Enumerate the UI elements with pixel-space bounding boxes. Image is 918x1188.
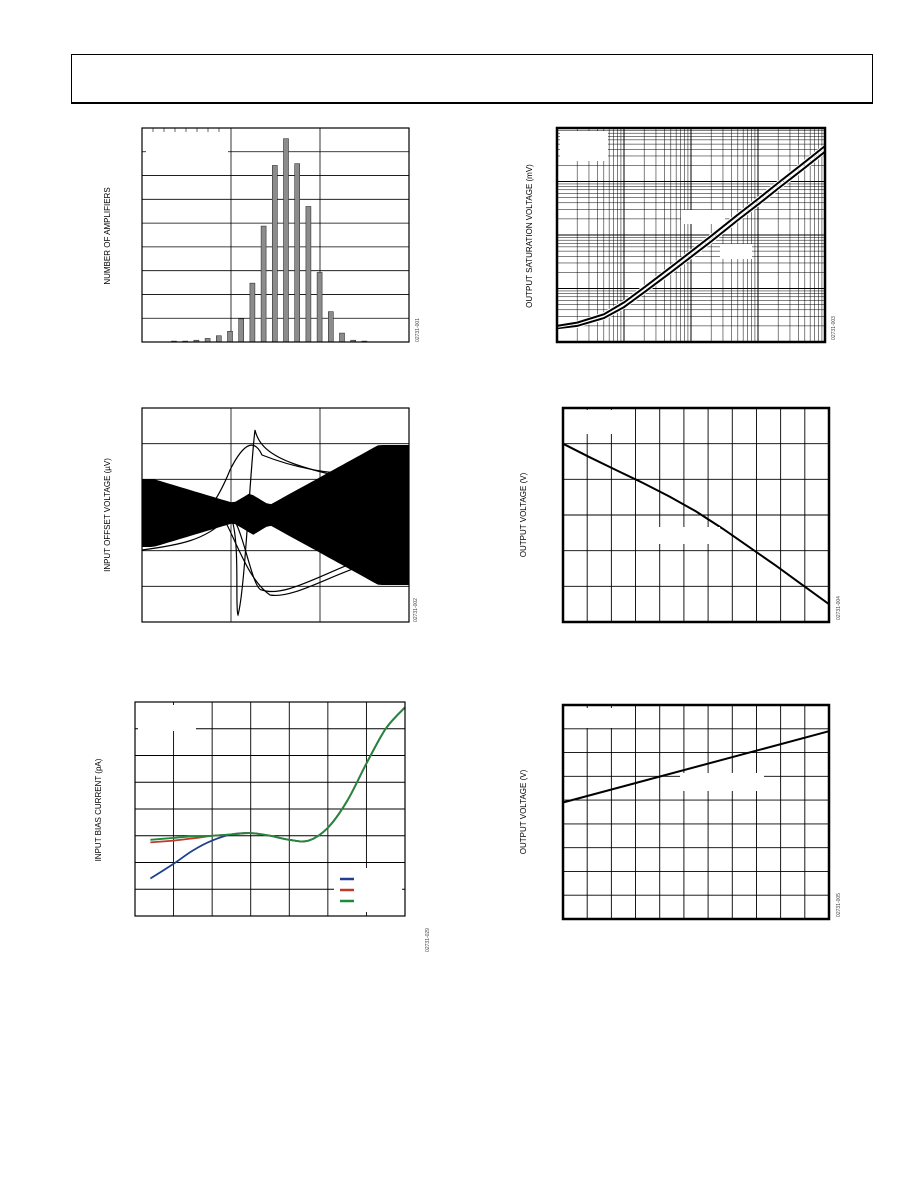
- histogram-bar: [250, 283, 255, 342]
- curve-label-box: [720, 244, 752, 259]
- legend-box: [138, 705, 196, 731]
- y-axis-label: INPUT OFFSET VOLTAGE (µV): [103, 458, 112, 572]
- y-axis-label: OUTPUT VOLTAGE (V): [519, 472, 528, 558]
- legend-box: [560, 131, 608, 161]
- series-line: [563, 731, 829, 802]
- chart-histogram: [103, 128, 421, 342]
- histogram-bar: [328, 312, 333, 342]
- figure-code: 02731-004: [836, 596, 842, 620]
- histogram-bar: [306, 206, 311, 342]
- histogram-bar: [284, 139, 289, 342]
- legend-box: [566, 410, 614, 434]
- histogram-bar: [295, 164, 300, 342]
- curve-label-box: [658, 527, 720, 544]
- histogram-bar: [272, 165, 277, 342]
- chart-input-bias-current: [94, 702, 431, 952]
- y-axis-label: OUTPUT SATURATION VOLTAGE (mV): [525, 164, 534, 308]
- legend-box: [566, 708, 616, 728]
- figure-code: 02731-029: [425, 928, 431, 952]
- chart-output-voltage-2: [519, 705, 842, 919]
- trace-envelope: [142, 445, 409, 585]
- curve-label-box: [680, 773, 764, 791]
- chart-output-voltage-1: [519, 408, 842, 622]
- legend-box: [146, 132, 228, 172]
- histogram-bar: [317, 272, 322, 342]
- chart-output-saturation: [525, 128, 837, 342]
- figure-code: 02731-002: [413, 598, 419, 622]
- figure-code: 02731-003: [831, 316, 837, 340]
- chart-input-offset-voltage: [103, 408, 419, 622]
- series-line: [563, 444, 829, 605]
- histogram-bar: [228, 331, 233, 342]
- y-axis-label: INPUT BIAS CURRENT (pA): [94, 758, 103, 862]
- figure-code: 02731-001: [415, 318, 421, 342]
- y-axis-label: NUMBER OF AMPLIFIERS: [103, 187, 112, 285]
- figure-code: 02731-005: [836, 893, 842, 917]
- histogram-bar: [239, 319, 244, 342]
- histogram-bar: [216, 336, 221, 342]
- plot-frame: [563, 705, 829, 919]
- curve-label-box: [681, 210, 725, 224]
- histogram-bar: [340, 333, 345, 342]
- y-axis-label: OUTPUT VOLTAGE (V): [519, 769, 528, 855]
- histogram-bar: [261, 226, 266, 342]
